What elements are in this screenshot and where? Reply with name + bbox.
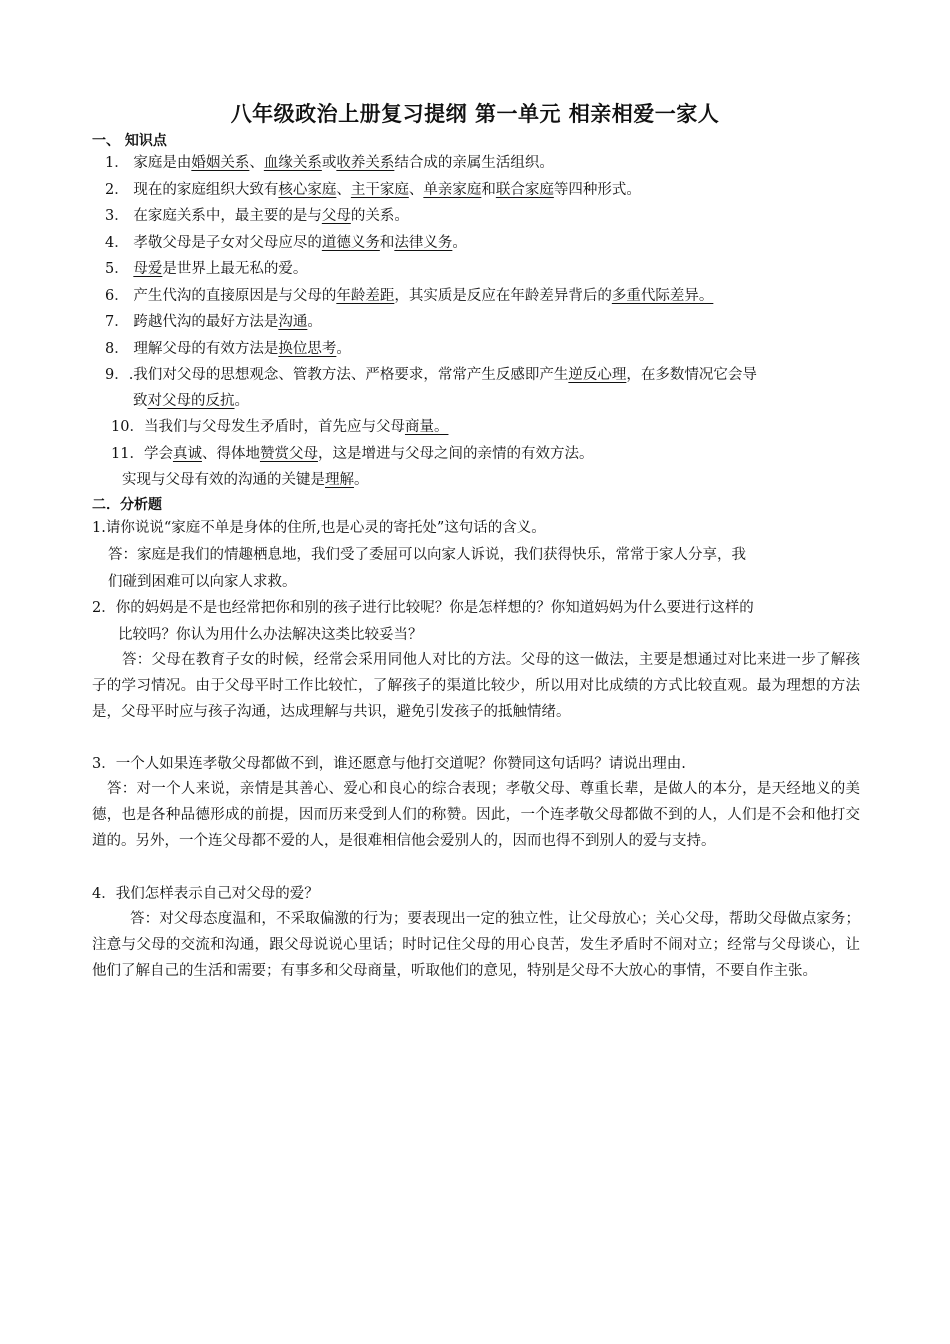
- item-text: 当我们与父母发生矛盾时，首先应与父母: [143, 419, 405, 435]
- underlined-key-term: 理解: [325, 472, 354, 488]
- knowledge-item: [105, 339, 351, 359]
- item-text: 现在的家庭组织大致有: [133, 182, 279, 198]
- item-number: 3．: [105, 208, 134, 224]
- item-text: 在家庭关系中，最主要的是与: [133, 208, 322, 224]
- answer-4: 答：对父母态度温和，不采取偏激的行为；要表现出一定的独立性，让父母放心；关心父母，帮助父母做点家务；注意与父母的交流和沟通，跟父母说说心里话；时时记住父母的用心良苦，发生矛盾时不闹对立；经常与父母谈心，让他们了解自己的生活和需要；有事多和父母商量，听取他们的意见，特别是父母不大放心的事情，不要自作主张。: [92, 911, 860, 979]
- item-text: ，这是增进与父母之间的亲情的有效方法。: [317, 446, 594, 462]
- underlined-key-term: 法律义务: [394, 235, 453, 251]
- item-text: 、: [408, 182, 424, 198]
- item-number: 8．: [105, 341, 134, 357]
- knowledge-item: [111, 417, 448, 437]
- underlined-key-term: 母爱: [133, 261, 163, 277]
- knowledge-item: [133, 391, 249, 411]
- item-text: 、: [249, 155, 264, 171]
- item-text: 。: [234, 393, 249, 409]
- item-number: 4．: [105, 235, 134, 251]
- item-text: 孝敬父母是子女对父母应尽的: [133, 235, 322, 251]
- item-number: 1．: [105, 155, 134, 171]
- item-text: 和: [379, 235, 395, 251]
- item-text: 致: [133, 393, 148, 409]
- underlined-key-term: 血缘关系: [263, 155, 322, 171]
- underlined-key-term: 主干家庭: [350, 182, 409, 198]
- question-2-line-1: 2．你的妈妈是不是也经常把你和别的孩子进行比较呢？你是怎样想的？你知道妈妈为什么要进行这样的: [92, 600, 754, 616]
- item-number: 7．: [105, 314, 134, 330]
- knowledge-item: [111, 444, 593, 464]
- item-number: 5．: [105, 261, 134, 277]
- underlined-key-term: 核心家庭: [278, 182, 337, 198]
- item-text: 家庭是由: [133, 155, 192, 171]
- page-title: 八年级政治上册复习提纲 第一单元 相亲相爱一家人: [230, 102, 720, 126]
- item-text: 。: [336, 341, 351, 357]
- question-4: 4．我们怎样表示自己对父母的爱？: [92, 886, 319, 902]
- section-heading-knowledge: 一、 知识点: [92, 133, 167, 149]
- item-number: 6．: [105, 288, 134, 304]
- item-text: 、: [336, 182, 351, 198]
- underlined-key-term: 逆反心理: [568, 367, 627, 383]
- knowledge-item: [105, 233, 467, 253]
- knowledge-item: [105, 206, 409, 226]
- underlined-key-term: 商量。: [404, 419, 449, 435]
- knowledge-item: [105, 286, 713, 306]
- question-1: 1.请你说说“家庭不单是身体的住所,也是心灵的寄托处”这句话的含义。: [92, 520, 546, 536]
- underlined-key-term: 换位思考: [278, 341, 337, 357]
- underlined-key-term: 沟通: [278, 314, 308, 330]
- section-heading-analysis: 二．分析题: [92, 497, 162, 513]
- item-text: 学会: [143, 446, 173, 462]
- item-text: 理解父母的有效方法是: [133, 341, 279, 357]
- item-number: 9．: [105, 367, 129, 383]
- underlined-key-term: 对父母的反抗: [147, 393, 235, 409]
- underlined-key-term: 年龄差距: [336, 288, 395, 304]
- underlined-key-term: 多重代际差异。: [611, 288, 714, 304]
- knowledge-item: [105, 259, 307, 279]
- item-text: 等四种形式。: [553, 182, 641, 198]
- item-text: ，其实质是反应在年龄差异背后的: [394, 288, 612, 304]
- item-text: 跨越代沟的最好方法是: [133, 314, 279, 330]
- item-text: 的关系。: [350, 208, 409, 224]
- knowledge-item: [105, 365, 757, 385]
- item-text: 是世界上最无私的爱。: [162, 261, 308, 277]
- underlined-key-term: 父母: [321, 208, 351, 224]
- answer-2: 答：父母在教育子女的时候，经常会采用同他人对比的方法。父母的这一做法，主要是想通过对比来进一步了解孩子的学习情况。由于父母平时工作比较忙，了解孩子的渠道比较少，所以用对比成绩的方式比较直观。最为理想的方法是，父母平时应与孩子沟通，达成理解与共识，避免引发孩子的抵触情绪。: [92, 652, 860, 720]
- item-text: 。: [307, 314, 322, 330]
- underlined-key-term: 单亲家庭: [423, 182, 482, 198]
- answer-3: 答：对一个人来说，亲情是其善心、爱心和良心的综合表现；孝敬父母、尊重长辈，是做人的本分，是天经地义的美德，也是各种品德形成的前提，因而历来受到人们的称赞。因此，一个连孝敬父母都做不到的人，人们是不会和他打交道的。另外，一个连父母都不爱的人，是很难相信他会爱别人的，因而也得不到别人的爱与支持。: [92, 781, 860, 849]
- answer-1-line-1: 答：家庭是我们的情趣栖息地，我们受了委屈可以向家人诉说，我们获得快乐，常常于家人分享，我: [108, 547, 746, 563]
- underlined-key-term: 收养关系: [336, 155, 395, 171]
- item-text: 和: [481, 182, 496, 198]
- underlined-key-term: 道德义务: [321, 235, 380, 251]
- item-text: ，在多数情况它会导: [626, 367, 757, 383]
- item-text: 产生代沟的直接原因是与父母的: [133, 288, 337, 304]
- question-2-line-2: 比较吗？你认为用什么办法解决这类比较妥当？: [118, 627, 423, 643]
- knowledge-item: [105, 153, 554, 173]
- item-text: 实现与父母有效的沟通的关键是: [122, 472, 325, 488]
- item-number: 2．: [105, 182, 134, 198]
- knowledge-item: [105, 312, 322, 332]
- question-3: 3．一个人如果连孝敬父母都做不到，谁还愿意与他打交道呢？你赞同这句话吗？请说出理由.: [92, 756, 686, 772]
- item-text: 。: [452, 235, 467, 251]
- item-text: 或: [321, 155, 337, 171]
- item-text: 。: [354, 472, 369, 488]
- item-text: 、得体地: [201, 446, 260, 462]
- underlined-key-term: 真诚: [172, 446, 202, 462]
- item-text: .我们对父母的思想观念、管教方法、严格要求，常常产生反感即产生: [128, 367, 569, 383]
- knowledge-item: [105, 180, 641, 200]
- underlined-key-term: 赞赏父母: [259, 446, 318, 462]
- item-number: 10．: [111, 419, 144, 435]
- item-text: 结合成的亲属生活组织。: [394, 155, 554, 171]
- item-number: 11．: [111, 446, 144, 462]
- answer-1-line-2: 们碰到困难可以向家人求救。: [108, 574, 297, 590]
- underlined-key-term: 婚姻关系: [191, 155, 250, 171]
- underlined-key-term: 联合家庭: [495, 182, 554, 198]
- knowledge-item: [122, 470, 369, 490]
